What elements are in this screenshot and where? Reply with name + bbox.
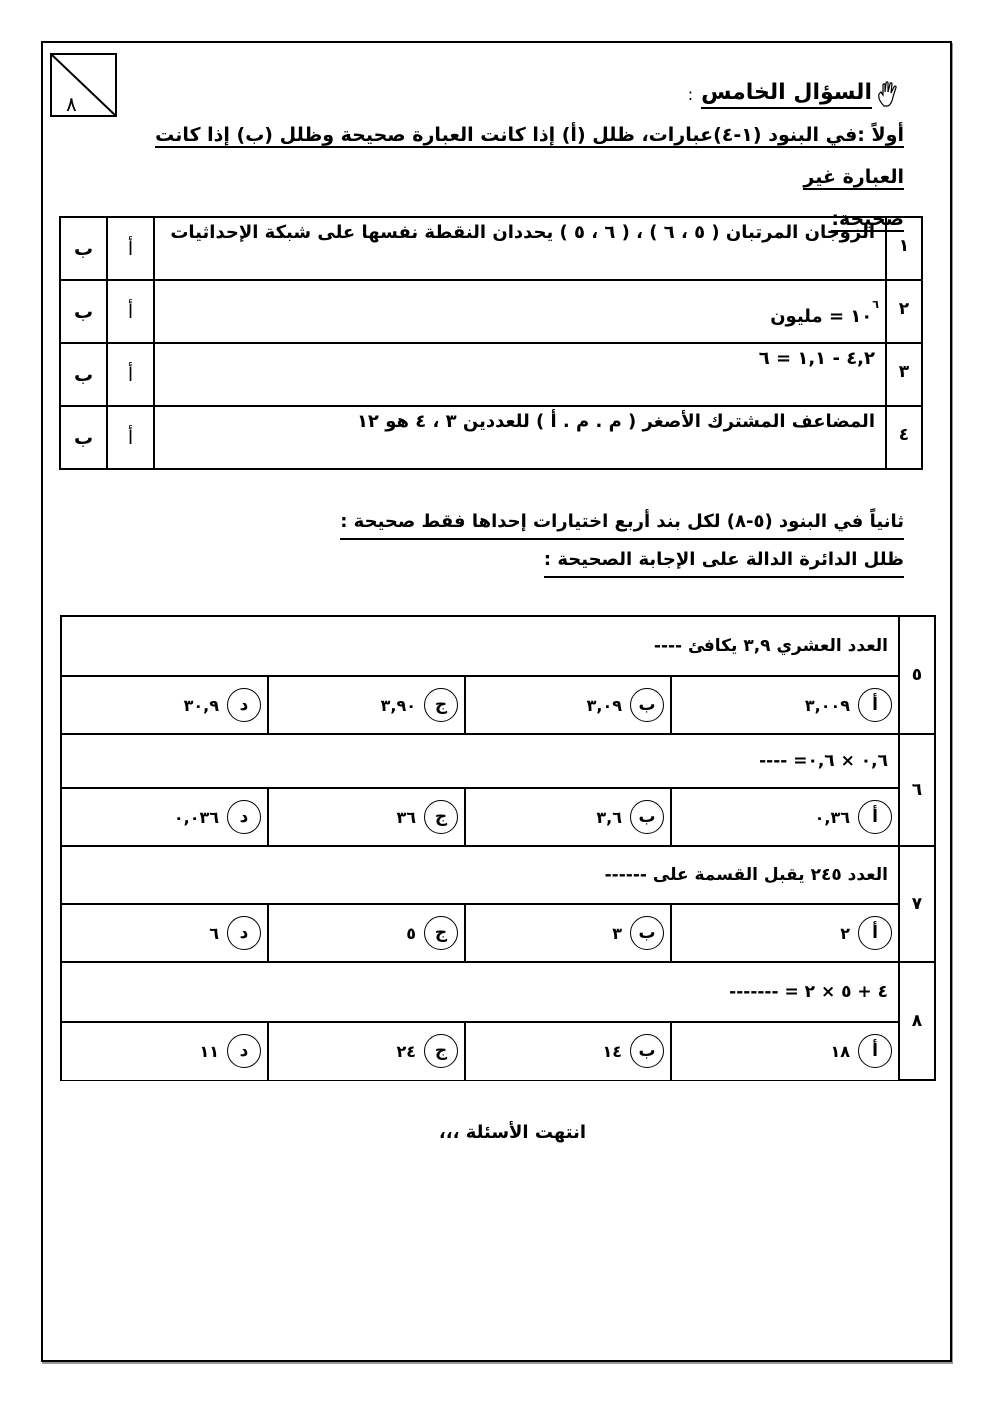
question-title: السؤال الخامس <box>701 80 872 109</box>
choice-b[interactable] <box>465 904 671 962</box>
option-a[interactable]: أ <box>107 343 154 406</box>
answer-circle[interactable]: ب <box>630 916 664 950</box>
choices-row <box>61 676 935 734</box>
answer-circle[interactable]: ب <box>630 800 664 834</box>
choices-row <box>61 788 935 846</box>
max-score: ٨ <box>66 92 77 116</box>
end-of-questions: انتهت الأسئلة ،،، <box>438 1122 587 1143</box>
choice-value: ٣,٦ <box>596 807 622 827</box>
answer-circle[interactable]: ج <box>424 688 458 722</box>
choice-value: ٠,٣٦ <box>814 807 850 827</box>
part2-instruction-line2: ظلل الدائرة الدالة على الإجابة الصحيحة : <box>544 544 904 578</box>
item-statement: الزوجان المرتبان ( ٥ ، ٦ ) ، ( ٦ ، ٥ ) يحددان النقطة نفسها على شبكة الإحداثيات <box>154 217 886 280</box>
score-box <box>50 53 117 117</box>
answer-circle[interactable]: ب <box>630 1034 664 1068</box>
statement-rest: = مليون <box>770 306 851 327</box>
option-b[interactable]: ب <box>60 343 107 406</box>
item-statement <box>154 280 886 343</box>
raised-hand-icon <box>876 80 902 108</box>
title-colon: : <box>687 84 694 104</box>
table-row <box>60 343 922 406</box>
item-number: ٨ <box>899 962 935 1080</box>
choice-a[interactable] <box>671 676 899 734</box>
choice-c[interactable] <box>268 904 465 962</box>
diagonal-line-icon <box>52 55 116 116</box>
choice-c[interactable] <box>268 1022 465 1080</box>
part1-instruction-line1: أولاً :في البنود (١-٤)عبارات، ظلل (أ) إذا كانت العبارة صحيحة وظلل (ب) إذا كانت العبارة غير <box>155 124 904 188</box>
choice-value: ٣٦ <box>396 807 416 827</box>
question-stem: العدد العشري ٣,٩ يكافئ ---- <box>61 616 899 676</box>
choice-value: ١٨ <box>830 1041 850 1061</box>
choice-value: ٦ <box>209 923 219 943</box>
question-stem: ٤ + ٥ × ٢ = ------- <box>61 962 899 1022</box>
choice-c[interactable] <box>268 788 465 846</box>
option-a[interactable]: أ <box>107 406 154 469</box>
choices-row <box>61 1022 935 1080</box>
power-base: ١٠ <box>850 306 873 327</box>
choice-value: ٥ <box>406 923 416 943</box>
choice-d[interactable] <box>61 1022 268 1080</box>
question-header <box>688 78 902 110</box>
answer-circle[interactable]: ب <box>630 688 664 722</box>
choice-value: ١١ <box>199 1041 219 1061</box>
table-row <box>60 406 922 469</box>
choice-b[interactable] <box>465 788 671 846</box>
multiple-choice-table <box>60 615 936 1081</box>
choice-c[interactable] <box>268 676 465 734</box>
item-number: ٢ <box>886 280 922 343</box>
question-stem-row <box>61 962 935 1022</box>
item-number: ٥ <box>899 616 935 734</box>
question-stem-row <box>61 734 935 788</box>
table-row <box>60 280 922 343</box>
item-number: ٦ <box>899 734 935 846</box>
option-a[interactable]: أ <box>107 217 154 280</box>
answer-circle[interactable]: أ <box>858 1034 892 1068</box>
choice-value: ٢٤ <box>396 1041 416 1061</box>
true-false-table <box>59 216 923 470</box>
question-stem-row <box>61 846 935 904</box>
choice-value: ٣,٩٠ <box>380 695 416 715</box>
item-number: ٧ <box>899 846 935 962</box>
answer-circle[interactable]: أ <box>858 800 892 834</box>
answer-circle[interactable]: د <box>227 688 261 722</box>
part2-instruction-line1: ثانياً في البنود (٥-٨) لكل بند أربع اختيارات إحداها فقط صحيحة : <box>340 506 904 540</box>
choices-row <box>61 904 935 962</box>
choice-d[interactable] <box>61 676 268 734</box>
answer-circle[interactable]: د <box>227 916 261 950</box>
choice-b[interactable] <box>465 676 671 734</box>
option-b[interactable]: ب <box>60 280 107 343</box>
option-a[interactable]: أ <box>107 280 154 343</box>
answer-circle[interactable]: أ <box>858 688 892 722</box>
choice-d[interactable] <box>61 788 268 846</box>
option-b[interactable]: ب <box>60 406 107 469</box>
question-stem: ٠,٦ × ٠,٦= ---- <box>61 734 899 788</box>
choice-value: ٣٠,٩ <box>183 695 219 715</box>
part2-instructions <box>340 506 904 582</box>
choice-value: ٣ <box>612 923 622 943</box>
choice-a[interactable] <box>671 1022 899 1080</box>
item-number: ٤ <box>886 406 922 469</box>
answer-circle[interactable]: د <box>227 800 261 834</box>
choice-value: ٣,٠٩ <box>586 695 622 715</box>
option-b[interactable]: ب <box>60 217 107 280</box>
item-number: ١ <box>886 217 922 280</box>
choice-a[interactable] <box>671 788 899 846</box>
choice-value: ٣,٠٠٩ <box>804 695 850 715</box>
choice-value: ٠,٠٣٦ <box>173 807 219 827</box>
choice-a[interactable] <box>671 904 899 962</box>
answer-circle[interactable]: أ <box>858 916 892 950</box>
choice-value: ١٤ <box>602 1041 622 1061</box>
question-stem-row <box>61 616 935 676</box>
answer-circle[interactable]: د <box>227 1034 261 1068</box>
part1-instruction-line2: صحيحة: <box>831 208 904 230</box>
power-exponent: ٦ <box>872 298 879 311</box>
answer-circle[interactable]: ج <box>424 1034 458 1068</box>
table-row <box>60 217 922 280</box>
choice-value: ٢ <box>840 923 850 943</box>
choice-d[interactable] <box>61 904 268 962</box>
item-number: ٣ <box>886 343 922 406</box>
question-stem: العدد ٢٤٥ يقبل القسمة على ------ <box>61 846 899 904</box>
item-statement: ٤,٢ - ١,١ = ٦ <box>154 343 886 406</box>
answer-circle[interactable]: ج <box>424 800 458 834</box>
choice-b[interactable] <box>465 1022 671 1080</box>
item-statement: المضاعف المشترك الأصغر ( م . م . أ ) للعددين ٣ ، ٤ هو ١٢ <box>154 406 886 469</box>
answer-circle[interactable]: ج <box>424 916 458 950</box>
